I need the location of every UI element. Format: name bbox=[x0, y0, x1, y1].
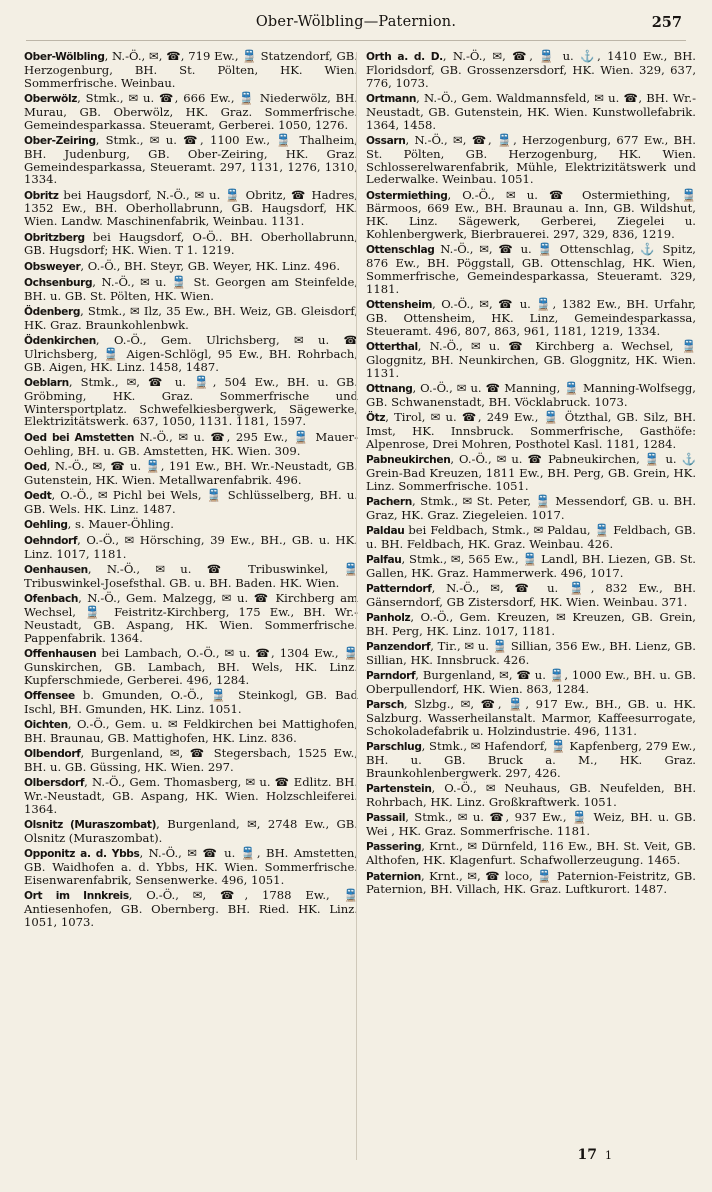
left-column bbox=[24, 50, 358, 931]
entry-text: , N.-Ö., ✉, ☎ u. 🚆, 191 Ew., BH. Wr.-Neustadt, GB. Gutenstein, HK. Wien. Metallwarenfabrik. 496. bbox=[24, 458, 358, 487]
directory-entry bbox=[24, 818, 358, 845]
entry-text: , O.-Ö., ✉ u. ☎ Ostermiething, 🚆 Bärmoos, 669 Ew., BH. Braunau a. Inn, GB. Wildshut, HK. Linz. Sägewerk, Gerberei, Ziegelei u. Kohlenbergwerk, Bierbrauerei. 297, 329, 836, 1219. bbox=[366, 187, 696, 242]
column-divider bbox=[356, 52, 357, 1160]
place-name: Oedt bbox=[24, 489, 52, 502]
entry-text: , Stmk., ✉ u. ☎, 1100 Ew., 🚆 Thalheim, BH. Judenburg, GB. Ober-Zeiring, HK. Graz. Gemeindesparkassa, Steueramt. 297, 1131, 1276, 1310, 1334. bbox=[24, 132, 358, 187]
place-name: Oehndorf bbox=[24, 535, 78, 548]
entry-text: , O.-Ö., Gem. u. ✉ Feldkirchen bei Mattighofen, BH. Braunau, GB. Mattighofen, HK. Linz. 836. bbox=[24, 717, 358, 745]
place-name: Panholz bbox=[366, 612, 411, 625]
place-name: Oberwölz bbox=[24, 92, 78, 105]
sheet-signature-sub: 1 bbox=[605, 1149, 612, 1162]
entry-text: , O.-Ö., ✉ u. ☎ Manning, 🚆 Manning-Wolfsegg, GB. Schwanenstadt, BH. Vöcklabruck. 1073. bbox=[366, 380, 696, 409]
directory-entry bbox=[24, 718, 358, 745]
entry-text: bei Haugsdorf, O-Ö.. BH. Oberhollabrunn, GB. Hugsdorf; HK. Wien. T 1. 1219. bbox=[24, 229, 358, 258]
place-name: Paternion bbox=[366, 870, 421, 883]
page-header bbox=[26, 14, 686, 38]
place-name: Pachern bbox=[366, 495, 412, 508]
place-name: Olbersdorf bbox=[24, 777, 85, 790]
directory-entry bbox=[366, 50, 696, 90]
directory-entry bbox=[366, 243, 696, 295]
entry-text: , O.-Ö., ✉, ☎ u. 🚆, 1382 Ew., BH. Urfahr, GB. Ottensheim, HK. Linz, Gemeindesparkassa, Steueramt. 496, 807, 863, 961, 1181, 1219, 1334. bbox=[366, 297, 696, 338]
entry-text: , Stmk., ✉ Ilz, 35 Ew., BH. Weiz, GB. Gleisdorf, HK. Graz. Braunkohlenbwk. bbox=[24, 303, 358, 332]
directory-entry bbox=[24, 889, 358, 929]
place-name: Oenhausen bbox=[24, 564, 88, 577]
directory-entry bbox=[366, 582, 696, 609]
directory-entry bbox=[366, 811, 696, 838]
directory-entry bbox=[24, 92, 358, 132]
directory-entry bbox=[24, 260, 358, 274]
place-name: Ober-Zeiring bbox=[24, 134, 96, 147]
entry-text: , Krnt., ✉, ☎ loco, 🚆 Paternion-Feistritz, GB. Paternion, BH. Villach, HK. Graz. Luftkurort. 1487. bbox=[366, 868, 696, 897]
place-name: Oed bei Amstetten bbox=[24, 431, 135, 444]
page-title: Ober-Wölbling—Paternion. bbox=[255, 14, 457, 30]
entry-text: b. Gmunden, O.-Ö., 🚆 Steinkogl, GB. Bad Ischl, BH. Gmunden, HK. Linz. 1051. bbox=[24, 688, 358, 716]
directory-entry bbox=[366, 669, 696, 696]
sheet-signature: 17 bbox=[577, 1147, 597, 1163]
place-name: Partenstein bbox=[366, 783, 432, 796]
directory-entry bbox=[366, 698, 696, 738]
entry-text: , O.-Ö., ✉ u. ☎ Pabneukirchen, 🚆 u. ⚓ Grein-Bad Kreuzen, 1811 Ew., BH. Perg, GB. Grein, HK. Linz. Sommerfrische. 1051. bbox=[366, 451, 696, 493]
place-name: Olsnitz (Muraszombat) bbox=[24, 819, 157, 832]
entry-text: , N.-Ö., ✉, ☎, 🚆 u. ⚓, 1410 Ew., BH. Floridsdorf, GB. Grossenzersdorf, HK. Wien. 329, 637, 776, 1073. bbox=[366, 49, 696, 90]
entry-text: , O.-Ö., ✉ Neuhaus, GB. Neufelden, BH. Rohrbach, HK. Linz. Großkraftwerk. 1051. bbox=[366, 781, 696, 810]
place-name: Olbendorf bbox=[24, 748, 81, 761]
entry-text: , O.-Ö., BH. Steyr, GB. Weyer, HK. Linz. 496. bbox=[80, 258, 341, 273]
entry-text: , N.-Ö., ✉ u. ☎ Tribuswinkel, 🚆 Tribuswinkel-Josefsthal. GB. u. BH. Baden. HK. Wien. bbox=[24, 562, 358, 591]
entry-text: bei Feldbach, Stmk., ✉ Paldau, 🚆 Feldbach, GB. u. BH. Feldbach, HK. Graz. Weinbau. 426. bbox=[366, 522, 696, 551]
entry-text: , Stmk., ✉, ☎ u. 🚆, 504 Ew., BH. u. GB. Gröbming, HK. Graz. Sommerfrische und Wintersportplatz. Schwefelkiesbergwerk, Sägewerke, Elektrizitätswerk. 637, 1050, 1131. 1181, 1597. bbox=[24, 374, 358, 429]
entry-text: , Slzbg., ✉, ☎, 🚆, 917 Ew., BH., GB. u. HK. Salzburg. Wasserheilanstalt. Marmor, Kaffeesurrogate, Schokoladefabrik u. Holzindustrie. 496, 1131. bbox=[366, 697, 696, 739]
place-name: Offensee bbox=[24, 690, 75, 702]
place-name: Ort im Innkreis bbox=[24, 890, 129, 903]
directory-entry bbox=[24, 189, 358, 229]
entry-text: , Burgenland, ✉, ☎ Stegersbach, 1525 Ew., BH. u. GB. Güssing, HK. Wien. 297. bbox=[24, 746, 358, 774]
place-name: Oichten bbox=[24, 719, 68, 732]
place-name: Ottensheim bbox=[366, 299, 433, 312]
entry-text: , O.-Ö., Gem. Ulrichsberg, ✉ u. ☎ Ulrichsberg, 🚆 Aigen-Schlögl, 95 Ew., BH. Rohrbach, GB. Aigen, HK. Linz. 1458, 1487. bbox=[24, 333, 358, 374]
directory-entry bbox=[24, 431, 358, 458]
directory-entry bbox=[24, 592, 358, 644]
directory-entry bbox=[366, 640, 696, 667]
entry-text: , N.-Ö., Gem. Malzegg, ✉ u. ☎ Kirchberg am Wechsel, 🚆 Feistritz-Kirchberg, 175 Ew., BH. Wr.-Neustadt, GB. Aspang, HK. Wien. Sommerfrische. Pappenfabrik. 1364. bbox=[24, 591, 358, 645]
place-name: Ossarn bbox=[366, 134, 406, 147]
directory-entry bbox=[24, 534, 358, 561]
place-name: Ödenberg bbox=[24, 305, 81, 318]
directory-entry bbox=[366, 340, 696, 380]
place-name: Parsch bbox=[366, 699, 404, 712]
place-name: Passail bbox=[366, 812, 406, 825]
directory-entry bbox=[366, 92, 696, 132]
directory-entry bbox=[24, 518, 358, 532]
directory-entry bbox=[24, 460, 358, 487]
place-name: Otterthal bbox=[366, 341, 418, 354]
directory-entry bbox=[24, 489, 358, 516]
place-name: Ostermiething bbox=[366, 189, 448, 202]
header-rule bbox=[26, 40, 686, 41]
place-name: Opponitz a. d. Ybbs bbox=[24, 848, 140, 861]
entry-text: , Stmk., ✉ u. ☎, 666 Ew., 🚆 Niederwölz, BH. Murau, GB. Oberwölz, HK. Graz. Sommerfrische. Gemeindesparkassa. Steueramt, Gerberei. 1050, 1276. bbox=[24, 90, 358, 132]
directory-entry bbox=[24, 689, 358, 716]
entry-text: , Tirol, ✉ u. ☎, 249 Ew., 🚆 Ötzthal, GB. Silz, BH. Imst, HK. Innsbruck. Sommerfrische, Gasthöfe: Alpenrose, Drei Mohren, Posthotel Kasl. 1181, 1284. bbox=[366, 410, 696, 451]
directory-entry bbox=[366, 495, 696, 522]
place-name: Ober-Wölbling bbox=[24, 51, 105, 63]
entry-text: , O.-Ö., ✉ Pichl bei Wels, 🚆 Schlüsselberg, BH. u. GB. Wels. HK. Linz. 1487. bbox=[24, 487, 358, 516]
directory-entry bbox=[24, 50, 358, 90]
place-name: Passering bbox=[366, 841, 422, 854]
directory-entry bbox=[24, 376, 358, 428]
place-name: Parschlug bbox=[366, 741, 422, 754]
place-name: Obsweyer bbox=[24, 260, 81, 273]
entry-text: , O.-Ö., Gem. Kreuzen, ✉ Kreuzen, GB. Grein, BH. Perg, HK. Linz. 1017, 1181. bbox=[366, 610, 696, 639]
entry-text: , N.-Ö., Gem. Thomasberg, ✉ u. ☎ Edlitz. BH. Wr.-Neustadt, GB. Aspang, HK. Wien. Holzschleiferei. 1364. bbox=[24, 775, 358, 816]
entry-text: , Stmk., ✉ St. Peter, 🚆 Messendorf, GB. u. BH. Graz, HK. Graz. Ziegeleien. 1017. bbox=[366, 493, 696, 522]
entry-text: N.-Ö., ✉ u. ☎, 295 Ew., 🚆 Mauer-Oehling, BH. u. GB. Amstetten, HK. Wien. 309. bbox=[24, 429, 358, 458]
directory-entry bbox=[24, 776, 358, 816]
place-name: Ötz bbox=[366, 412, 386, 425]
entry-text: , O.-Ö., ✉ Hörsching, 39 Ew., BH., GB. u. HK. Linz. 1017, 1181. bbox=[24, 533, 358, 561]
directory-entry bbox=[366, 840, 696, 867]
place-name: Patterndorf bbox=[366, 583, 432, 596]
directory-entry bbox=[366, 298, 696, 338]
place-name: Oed bbox=[24, 460, 47, 473]
entry-text: bei Haugsdorf, N.-Ö., ✉ u. 🚆 Obritz, ☎ Hadres, 1352 Ew., BH. Oberhollabrunn, GB. Haugsdorf, HK. Wien. Landw. Maschinenfabrik, Weinbau. 1131. bbox=[24, 187, 358, 229]
place-name: Orth a. d. D. bbox=[366, 51, 443, 63]
entry-text: , s. Mauer-Öhling. bbox=[67, 516, 174, 531]
place-name: Palfau bbox=[366, 554, 402, 567]
entry-text: , Burgenland, ✉, 2748 Ew., GB. Olsnitz (Muraszombat). bbox=[24, 817, 358, 845]
place-name: Obritzberg bbox=[24, 231, 85, 244]
directory-entry bbox=[24, 305, 358, 332]
directory-entry bbox=[24, 134, 358, 186]
directory-entry bbox=[366, 524, 696, 551]
directory-entry bbox=[366, 782, 696, 809]
place-name: Ofenbach bbox=[24, 593, 79, 606]
directory-entry bbox=[366, 189, 696, 241]
entry-text: , N.-Ö., ✉, ☎, 719 Ew., 🚆 Statzendorf, GB. Herzogenburg, BH. St. Pölten, HK. Wien. Sommerfrische. Weinbau. bbox=[24, 49, 358, 90]
place-name: Ödenkirchen bbox=[24, 335, 96, 347]
entry-text: , O.-Ö., ✉, ☎, 1788 Ew., 🚆 Antiesenhofen, GB. Obernberg. BH. Ried. HK. Linz. 1051, 1073. bbox=[24, 888, 358, 929]
entry-text: , N.-Ö., Gem. Waldmannsfeld, ✉ u. ☎, BH. Wr.-Neustadt, GB. Gutenstein, HK. Wien. Kunstwollefabrik. 1364, 1458. bbox=[366, 90, 696, 132]
directory-entry bbox=[366, 740, 696, 780]
directory-entry bbox=[366, 382, 696, 409]
entry-text: , N.-Ö., ✉ ☎ u. 🚆, BH. Amstetten, GB. Waidhofen a. d. Ybbs, HK. Wien. Sommerfrische. Eisenwarenfabrik, Sensenwerke. 496, 1051. bbox=[24, 846, 358, 887]
entry-text: bei Lambach, O.-Ö., ✉ u. ☎, 1304 Ew., 🚆 Gunskirchen, GB. Lambach, BH. Wels, HK. Linz. Kupferschmiede, Gerberei. 496, 1284. bbox=[24, 646, 358, 687]
entry-text: , Krnt., ✉ Dürnfeld, 116 Ew., BH. St. Veit, GB. Althofen, HK. Klagenfurt. Schafwollerzeugung. 1465. bbox=[366, 839, 696, 868]
entry-text: , Burgenland, ✉, ☎ u. 🚆, 1000 Ew., BH. u. GB. Oberpullendorf, HK. Wien. 863, 1284. bbox=[366, 668, 696, 697]
page-footer bbox=[578, 1147, 612, 1163]
place-name: Parndorf bbox=[366, 670, 416, 683]
place-name: Ortmann bbox=[366, 92, 417, 105]
directory-entry bbox=[24, 334, 358, 374]
page-number: 257 bbox=[651, 14, 682, 31]
directory-entry bbox=[24, 647, 358, 687]
place-name: Panzendorf bbox=[366, 641, 431, 654]
right-column bbox=[366, 50, 696, 899]
entry-text: , Stmk., ✉ Hafendorf, 🚆 Kapfenberg, 279 Ew., BH. u. GB. Bruck a. M., HK. Graz. Braunkohlenbergwerk. 297, 426. bbox=[366, 739, 696, 781]
directory-entry bbox=[24, 847, 358, 887]
directory-entry bbox=[366, 870, 696, 897]
entry-text: , N.-Ö., ✉, ☎, 🚆, Herzogenburg, 677 Ew., BH. St. Pölten, GB. Herzogenburg, HK. Wien. Schlosserelwarenfabrik, Mühle, Elektrizitätswerk und Lederwalke. Weinbau. 1051. bbox=[366, 132, 696, 187]
place-name: Paldau bbox=[366, 524, 405, 537]
directory-entry bbox=[366, 453, 696, 493]
entry-text: , Tir., ✉ u. 🚆 Sillian, 356 Ew., BH. Lienz, GB. Sillian, HK. Innsbruck. 426. bbox=[366, 639, 696, 668]
entry-text: , N.-Ö., ✉, ☎ u. 🚆, 832 Ew., BH. Gänserndorf, GB Zistersdorf, HK. Wien. Weinbau. 371. bbox=[366, 581, 696, 609]
directory-entry bbox=[24, 747, 358, 774]
entry-text: , N.-Ö., ✉ u. 🚆 St. Georgen am Steinfelde, BH. u. GB. St. Pölten, HK. Wien. bbox=[24, 274, 358, 303]
place-name: Ottenschlag bbox=[366, 244, 435, 257]
entry-text: , Stmk., ✉ u. ☎, 937 Ew., 🚆 Weiz, BH. u. GB. Wei , HK. Graz. Sommerfrische. 1181. bbox=[366, 810, 696, 839]
directory-entry bbox=[24, 563, 358, 590]
place-name: Oeblarn bbox=[24, 376, 69, 389]
entry-text: N.-Ö., ✉, ☎ u. 🚆 Ottenschlag, ⚓ Spitz, 876 Ew., BH. Pöggstall, GB. Ottenschlag, HK. Wien, Sommerfrische, Gemeindesparkassa, Steueramt. 329, 1181. bbox=[366, 242, 696, 296]
directory-entry bbox=[366, 411, 696, 451]
place-name: Ottnang bbox=[366, 382, 413, 395]
directory-entry bbox=[24, 231, 358, 258]
entry-text: , Stmk., ✉, 565 Ew., 🚆 Landl, BH. Liezen, GB. St. Gallen, HK. Graz. Hammerwerk. 496, 1017. bbox=[366, 552, 696, 580]
directory-entry bbox=[366, 134, 696, 186]
place-name: Offenhausen bbox=[24, 648, 97, 661]
directory-entry bbox=[366, 553, 696, 580]
place-name: Oehling bbox=[24, 518, 68, 531]
directory-entry bbox=[24, 276, 358, 303]
place-name: Obritz bbox=[24, 189, 59, 202]
place-name: Ochsenburg bbox=[24, 276, 93, 289]
directory-entry bbox=[366, 611, 696, 638]
entry-text: , N.-Ö., ✉ u. ☎ Kirchberg a. Wechsel, 🚆 Gloggnitz, BH. Neunkirchen, GB. Gloggnitz, HK. Wien. 1131. bbox=[366, 339, 696, 380]
place-name: Pabneukirchen bbox=[366, 453, 451, 466]
